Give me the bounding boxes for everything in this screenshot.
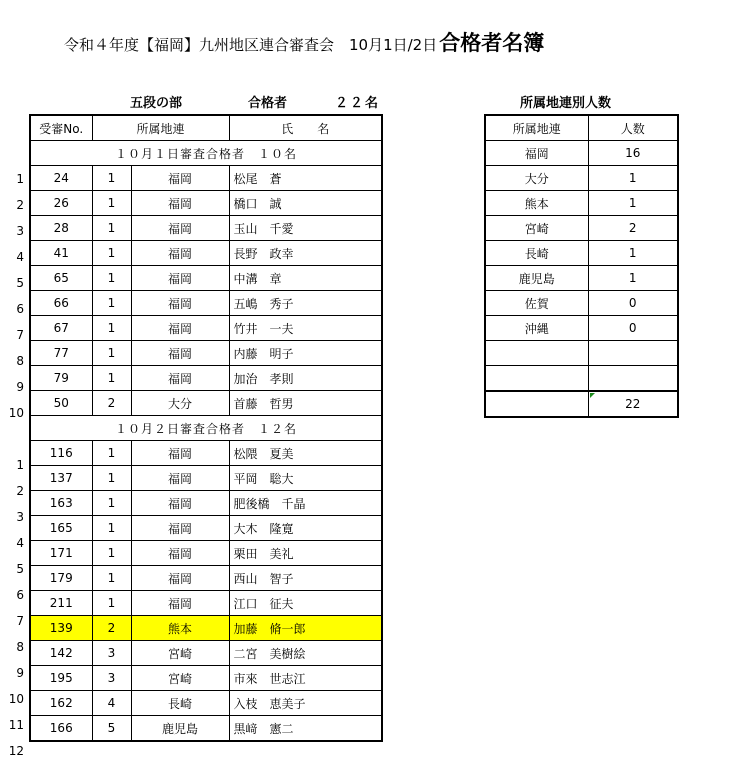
- group-header-row: [30, 416, 382, 441]
- side-count: [588, 341, 678, 366]
- exam-number: 116: [30, 441, 92, 466]
- row-numbers: [0, 114, 28, 764]
- person-name: 長野 政幸: [229, 241, 382, 266]
- person-name: 首藤 哲男: [229, 391, 382, 416]
- table-row: [30, 216, 382, 241]
- table-row: [30, 666, 382, 691]
- table-row: [30, 491, 382, 516]
- group-label: １０月２日審査合格者 １２名: [30, 416, 382, 441]
- exam-number: 24: [30, 166, 92, 191]
- passers-label: 合格者: [248, 96, 288, 111]
- person-name: 黒﨑 憲二: [229, 716, 382, 742]
- side-header-count: 人数: [588, 115, 678, 141]
- table-row: [30, 466, 382, 491]
- exam-number: 211: [30, 591, 92, 616]
- person-name: 加治 孝則: [229, 366, 382, 391]
- region-code: 3: [92, 666, 131, 691]
- table-row: [30, 391, 382, 416]
- side-count: 16: [588, 141, 678, 166]
- side-count: 0: [588, 291, 678, 316]
- side-row: [485, 141, 678, 166]
- row-number-spacer: [0, 114, 28, 140]
- region-name: 福岡: [131, 316, 229, 341]
- region-code: 1: [92, 591, 131, 616]
- side-region: 沖縄: [485, 316, 588, 341]
- region-count-table: [484, 114, 679, 418]
- side-region: 長崎: [485, 241, 588, 266]
- title-bold: 合格者名簿: [439, 31, 545, 55]
- row-number: 5: [16, 276, 24, 290]
- row-number-spacer: [0, 426, 28, 452]
- region-code: 2: [92, 391, 131, 416]
- side-count: [588, 366, 678, 392]
- exam-number: 65: [30, 266, 92, 291]
- header-no: 受審No.: [30, 115, 92, 141]
- region-code: 5: [92, 716, 131, 742]
- row-number: 11: [8, 718, 24, 732]
- region-code: 1: [92, 366, 131, 391]
- passers-count: ２２名: [335, 96, 381, 111]
- side-row: [485, 266, 678, 291]
- person-name: 玉山 千愛: [229, 216, 382, 241]
- person-name: 橋口 誠: [229, 191, 382, 216]
- exam-number: 179: [30, 566, 92, 591]
- table-row: [30, 616, 382, 641]
- exam-number: 137: [30, 466, 92, 491]
- side-region: 宮崎: [485, 216, 588, 241]
- row-number: 4: [16, 250, 24, 264]
- region-name: 鹿児島: [131, 716, 229, 742]
- row-number: 7: [16, 328, 24, 342]
- region-code: 1: [92, 241, 131, 266]
- side-region: 熊本: [485, 191, 588, 216]
- row-number: 1: [16, 458, 24, 472]
- table-row: [30, 316, 382, 341]
- person-name: 二宮 美樹絵: [229, 641, 382, 666]
- table-row: [30, 541, 382, 566]
- table-row: [30, 441, 382, 466]
- region-code: 2: [92, 616, 131, 641]
- side-row: [485, 341, 678, 366]
- side-total-label-cell: [485, 391, 588, 417]
- row-number: 9: [16, 666, 24, 680]
- table-row: [30, 716, 382, 742]
- table-row: [30, 241, 382, 266]
- side-row: [485, 166, 678, 191]
- region-name: 福岡: [131, 491, 229, 516]
- region-name: 熊本: [131, 616, 229, 641]
- exam-number: 163: [30, 491, 92, 516]
- exam-number: 77: [30, 341, 92, 366]
- region-name: 福岡: [131, 441, 229, 466]
- table-row: [30, 191, 382, 216]
- exam-number: 162: [30, 691, 92, 716]
- region-name: 福岡: [131, 241, 229, 266]
- person-name: 市來 世志江: [229, 666, 382, 691]
- row-number: 4: [16, 536, 24, 550]
- row-number-spacer: [0, 140, 28, 166]
- region-name: 福岡: [131, 191, 229, 216]
- region-name: 大分: [131, 391, 229, 416]
- passers-table: [29, 114, 383, 742]
- header-name: 氏 名: [229, 115, 382, 141]
- row-number: 2: [16, 484, 24, 498]
- side-count: 1: [588, 266, 678, 291]
- region-name: 福岡: [131, 591, 229, 616]
- region-code: 1: [92, 316, 131, 341]
- row-number: 12: [8, 744, 24, 758]
- side-count: 1: [588, 241, 678, 266]
- region-name: 福岡: [131, 541, 229, 566]
- side-region: 福岡: [485, 141, 588, 166]
- row-number: 3: [16, 224, 24, 238]
- person-name: 中溝 章: [229, 266, 382, 291]
- region-name: 福岡: [131, 516, 229, 541]
- region-name: 福岡: [131, 166, 229, 191]
- region-code: 4: [92, 691, 131, 716]
- region-name: 長崎: [131, 691, 229, 716]
- side-count: 1: [588, 191, 678, 216]
- row-number: 10: [8, 692, 24, 706]
- region-code: 1: [92, 441, 131, 466]
- row-number: 2: [16, 198, 24, 212]
- table-row: [30, 266, 382, 291]
- region-name: 福岡: [131, 266, 229, 291]
- region-code: 1: [92, 566, 131, 591]
- side-row: [485, 366, 678, 392]
- region-code: 1: [92, 516, 131, 541]
- side-total-row: [485, 391, 678, 417]
- person-name: 松隈 夏美: [229, 441, 382, 466]
- region-code: 1: [92, 291, 131, 316]
- exam-number: 165: [30, 516, 92, 541]
- region-code: 1: [92, 266, 131, 291]
- row-number: 1: [16, 172, 24, 186]
- table-row: [30, 516, 382, 541]
- exam-number: 28: [30, 216, 92, 241]
- side-region: [485, 341, 588, 366]
- row-number: 6: [16, 302, 24, 316]
- region-name: 福岡: [131, 366, 229, 391]
- person-name: 平岡 聡大: [229, 466, 382, 491]
- row-number: 10: [8, 406, 24, 420]
- side-count: 2: [588, 216, 678, 241]
- person-name: 加藤 脩一郎: [229, 616, 382, 641]
- table-row: [30, 166, 382, 191]
- region-name: 宮崎: [131, 666, 229, 691]
- exam-number: 41: [30, 241, 92, 266]
- region-code: 3: [92, 641, 131, 666]
- side-count: 1: [588, 166, 678, 191]
- region-code: 1: [92, 216, 131, 241]
- side-region: 佐賀: [485, 291, 588, 316]
- region-code: 1: [92, 341, 131, 366]
- row-number: 8: [16, 354, 24, 368]
- region-code: 1: [92, 466, 131, 491]
- person-name: 江口 征夫: [229, 591, 382, 616]
- exam-number: 50: [30, 391, 92, 416]
- table-row: [30, 366, 382, 391]
- exam-number: 142: [30, 641, 92, 666]
- person-name: 大木 隆寛: [229, 516, 382, 541]
- region-name: 福岡: [131, 466, 229, 491]
- side-header-row: [485, 115, 678, 141]
- row-number: 5: [16, 562, 24, 576]
- exam-number: 66: [30, 291, 92, 316]
- page-title: [64, 27, 544, 57]
- person-name: 竹井 一夫: [229, 316, 382, 341]
- side-row: [485, 241, 678, 266]
- side-row: [485, 291, 678, 316]
- exam-number: 195: [30, 666, 92, 691]
- exam-number: 171: [30, 541, 92, 566]
- side-region: [485, 366, 588, 392]
- row-number: 6: [16, 588, 24, 602]
- side-row: [485, 316, 678, 341]
- side-region: 鹿児島: [485, 266, 588, 291]
- side-row: [485, 191, 678, 216]
- row-number: 3: [16, 510, 24, 524]
- table-row: [30, 591, 382, 616]
- region-code: 1: [92, 491, 131, 516]
- person-name: 肥後橋 千晶: [229, 491, 382, 516]
- side-title: 所属地連別人数: [520, 96, 612, 111]
- region-code: 1: [92, 191, 131, 216]
- side-header-region: 所属地連: [485, 115, 588, 141]
- region-code: 1: [92, 541, 131, 566]
- side-region: 大分: [485, 166, 588, 191]
- title-text: 令和４年度【福岡】九州地区連合審査会 10月1日/2日: [64, 36, 438, 54]
- region-code: 1: [92, 166, 131, 191]
- exam-number: 166: [30, 716, 92, 742]
- person-name: 西山 智子: [229, 566, 382, 591]
- row-number: 7: [16, 614, 24, 628]
- comment-marker-icon: [590, 393, 595, 398]
- side-row: [485, 216, 678, 241]
- region-name: 福岡: [131, 216, 229, 241]
- table-header-row: [30, 115, 382, 141]
- person-name: 栗田 美礼: [229, 541, 382, 566]
- table-row: [30, 641, 382, 666]
- row-number: 8: [16, 640, 24, 654]
- region-name: 福岡: [131, 341, 229, 366]
- exam-number: 139: [30, 616, 92, 641]
- person-name: 内藤 明子: [229, 341, 382, 366]
- side-total-value: 22: [625, 397, 641, 411]
- side-count: 0: [588, 316, 678, 341]
- exam-number: 79: [30, 366, 92, 391]
- person-name: 五嶋 秀子: [229, 291, 382, 316]
- table-row: [30, 691, 382, 716]
- dan-label: 五段の部: [130, 96, 183, 111]
- table-row: [30, 291, 382, 316]
- person-name: 入枝 恵美子: [229, 691, 382, 716]
- region-name: 宮崎: [131, 641, 229, 666]
- group-header-row: [30, 141, 382, 166]
- table-row: [30, 341, 382, 366]
- group-label: １０月１日審査合格者 １０名: [30, 141, 382, 166]
- header-region: 所属地連: [92, 115, 229, 141]
- side-total-cell: [588, 391, 678, 417]
- person-name: 松尾 蒼: [229, 166, 382, 191]
- region-name: 福岡: [131, 566, 229, 591]
- table-row: [30, 566, 382, 591]
- exam-number: 67: [30, 316, 92, 341]
- exam-number: 26: [30, 191, 92, 216]
- row-number: 9: [16, 380, 24, 394]
- region-name: 福岡: [131, 291, 229, 316]
